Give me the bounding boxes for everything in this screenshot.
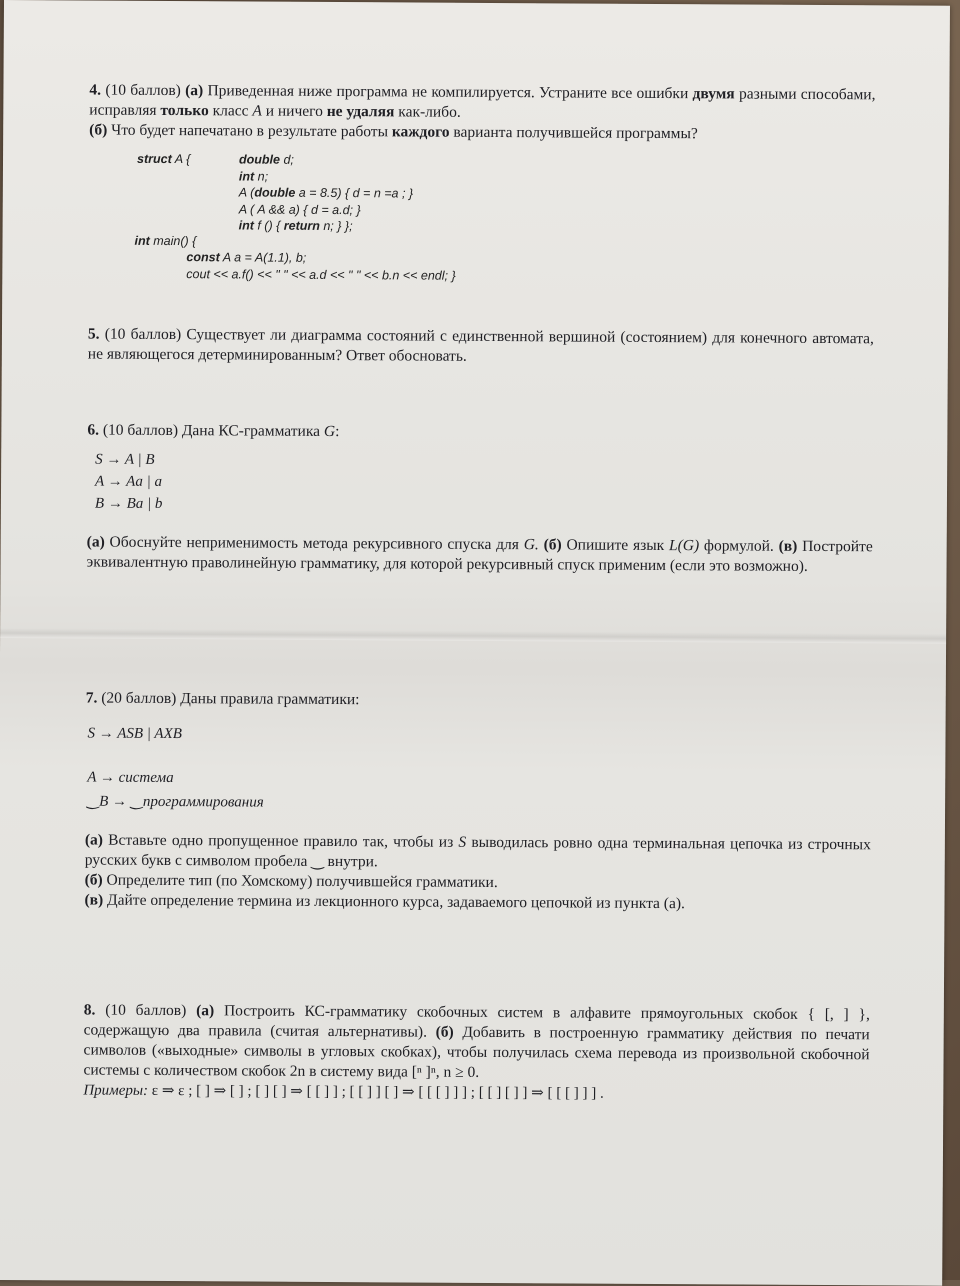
code-main: int main() { bbox=[134, 233, 197, 249]
text: Построить КС-грамматику скобочных систем в алфавите прямоугольных скобок { [, ] }, содержащую два правила (считая альтернативы). bbox=[83, 1002, 870, 1041]
problem-number: 6. bbox=[87, 421, 100, 439]
problem-4-part-b bbox=[89, 121, 875, 146]
problem-number: 5. bbox=[87, 325, 100, 343]
code-line: double d; bbox=[238, 152, 294, 167]
problem-5 bbox=[88, 325, 874, 370]
variable: G. bbox=[523, 536, 539, 554]
problem-text: (10 баллов) Существует ли диаграмма состояний с единственной вершиной (состоянием) для конечного автомата, не являющегося детерминированным? Ответ обосновать. bbox=[87, 325, 875, 365]
text: Дайте определение термина из лекционного курса, задаваемого цепочкой из пункта (а). bbox=[107, 891, 685, 913]
problem-number: 7. bbox=[85, 689, 98, 707]
text: как-либо. bbox=[398, 103, 461, 121]
code-main-body bbox=[186, 249, 456, 284]
grammar-rule-2: A → система bbox=[87, 769, 174, 787]
code-line: cout << a.f() << " " << a.d << " " << b.n << endl; } bbox=[186, 266, 456, 283]
grammar-rules bbox=[95, 449, 163, 515]
problem-7-tasks bbox=[84, 831, 870, 916]
text: Что будет напечатано в результате работы bbox=[111, 121, 389, 141]
grammar-rule-1: S → ASB | AXB bbox=[87, 725, 182, 743]
text: Приведенная ниже программа не компилируется. Устраните все ошибки bbox=[207, 82, 689, 103]
text: Обоснуйте неприменимость метода рекурсивного спуска для bbox=[109, 533, 519, 554]
text: формулой. bbox=[703, 537, 774, 555]
problem-7 bbox=[86, 689, 872, 714]
part-label: (а) bbox=[196, 1002, 215, 1020]
problem-8 bbox=[83, 1001, 870, 1106]
problem-4-part-a bbox=[89, 81, 875, 126]
code-line: int n; bbox=[238, 168, 269, 184]
colon: : bbox=[335, 423, 340, 441]
code-struct-header: struct A { bbox=[136, 151, 191, 167]
text: класс bbox=[212, 102, 249, 120]
examples: ε ⇒ ε ; [ ] ⇒ [ ] ; [ ] [ ] ⇒ [ [ ] ] ; [ [ ] ] [ ] ⇒ [ [ [ ] ] ] ; [ [ ] [ ] ] ⇒ [ [ [ ] ] ] . bbox=[151, 1082, 604, 1102]
grammar-rule: B → Ba | b bbox=[94, 495, 163, 512]
text: Определите тип (по Хомскому) получившейся грамматики. bbox=[106, 871, 498, 892]
part-label: (б) bbox=[84, 871, 103, 889]
paper-fold bbox=[0, 628, 946, 644]
variable: L(G) bbox=[668, 537, 700, 555]
variable: S bbox=[458, 833, 467, 851]
problem-4 bbox=[89, 81, 875, 146]
variable: G bbox=[323, 422, 336, 441]
grammar-rule: A → Aa | a bbox=[95, 473, 163, 490]
points: (10 баллов) bbox=[105, 81, 181, 100]
grammar-rule-3: ‿B → ‿программирования bbox=[87, 793, 264, 811]
problem-6-tasks bbox=[87, 533, 873, 578]
part-label: (а) bbox=[185, 82, 204, 100]
part-label: (в) bbox=[778, 537, 798, 555]
emphasis: не удаляя bbox=[326, 102, 395, 121]
problem-number: 4. bbox=[89, 81, 102, 99]
part-label: (б) bbox=[543, 536, 562, 554]
text: Постройте эквивалентную праволинейную грамматику, для которой рекурсивный спуск применим (если это возможно). bbox=[86, 537, 873, 575]
problem-head: (10 баллов) Дана КС-грамматика bbox=[102, 421, 321, 440]
grammar-rule: S → A | B bbox=[95, 451, 155, 468]
code-block bbox=[239, 151, 414, 235]
emphasis: только bbox=[160, 101, 209, 120]
points: (10 баллов) bbox=[105, 1001, 187, 1020]
text: Опишите язык bbox=[566, 536, 665, 555]
text: и ничего bbox=[265, 102, 323, 120]
part-label: (а) bbox=[84, 831, 103, 849]
code-line: const A a = A(1.1), b; bbox=[186, 250, 307, 265]
problem-head: (20 баллов) Даны правила грамматики: bbox=[101, 689, 360, 709]
emphasis: двумя bbox=[692, 85, 735, 103]
code-line: A ( A && a) { d = a.d; } bbox=[238, 201, 361, 217]
part-label: (а) bbox=[86, 533, 105, 551]
code-line: A (double a = 8.5) { d = n =a ; } bbox=[238, 185, 414, 201]
examples-label: Примеры: bbox=[83, 1082, 149, 1099]
part-label: (б) bbox=[89, 121, 108, 139]
emphasis: каждого bbox=[391, 123, 450, 141]
part-label: (б) bbox=[435, 1023, 454, 1041]
text: разными способами, исправляя bbox=[89, 85, 876, 119]
code-line: int f () { return n; } }; bbox=[238, 218, 353, 234]
problem-number: 8. bbox=[83, 1001, 96, 1019]
text: Вставьте одно пропущенное правило так, чтобы из bbox=[108, 831, 454, 851]
part-label: (в) bbox=[84, 891, 104, 909]
text: выводилась ровно одна терминальная цепочка из строчных русских букв с символом пробела ‿ внутри. bbox=[84, 833, 871, 871]
text: варианта получившейся программы? bbox=[453, 123, 698, 143]
variable: A bbox=[252, 102, 262, 120]
problem-6 bbox=[87, 421, 873, 446]
text: Добавить в построенную грамматику действия по печати символов («выходные» символы в угловых скобках), чтобы получилась схема перевода из произвольной скобочной системы с количеством скобок 2n в систему вида [ⁿ ]ⁿ, n ≥ 0. bbox=[83, 1023, 870, 1081]
